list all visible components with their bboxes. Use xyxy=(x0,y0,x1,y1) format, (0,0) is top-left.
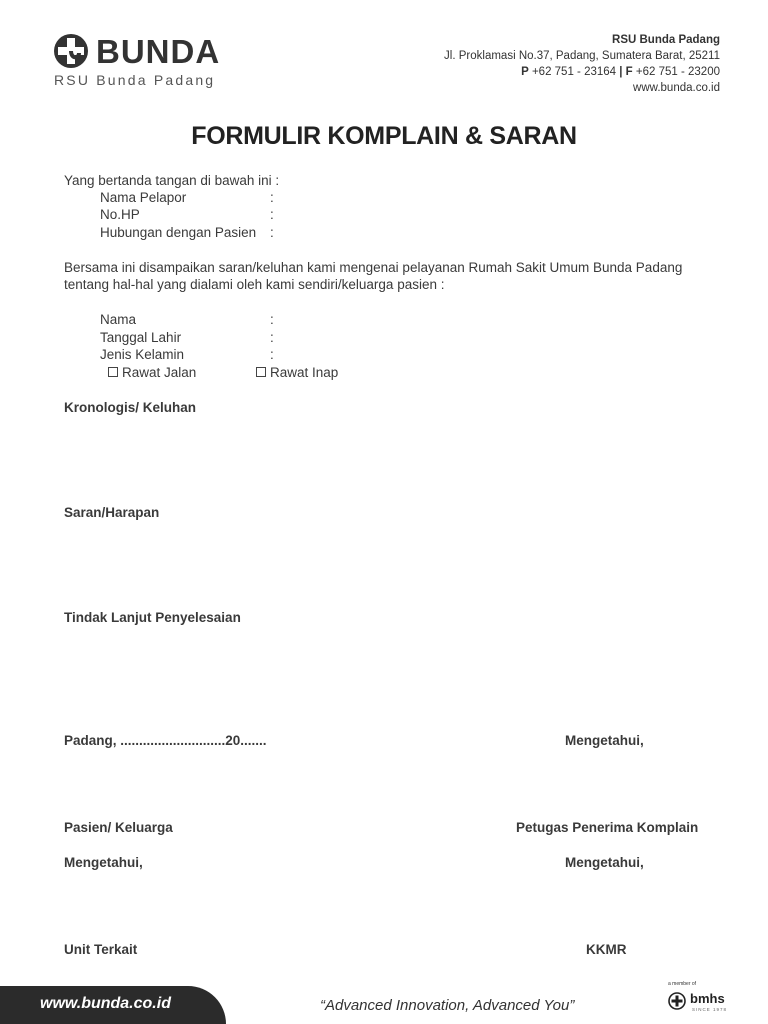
footer-tagline: “Advanced Innovation, Advanced You” xyxy=(320,997,575,1014)
field-gender xyxy=(100,346,300,364)
field-relationship xyxy=(100,224,300,242)
field-colon: : xyxy=(270,190,274,205)
section-suggestion: Saran/Harapan xyxy=(64,505,160,520)
logo-wordmark: BUNDA xyxy=(96,33,221,70)
acknowledged-left: Mengetahui, xyxy=(64,855,143,870)
hospital-logo xyxy=(52,30,252,92)
org-address: Jl. Proklamasi No.37, Padang, Sumatera Barat, 25211 xyxy=(444,50,720,62)
checkbox-inpatient[interactable] xyxy=(256,364,338,382)
org-phone-fax: P +62 751 - 23164 | F +62 751 - 23200 xyxy=(521,66,720,78)
hospital-contact xyxy=(444,32,720,96)
field-colon: : xyxy=(270,330,274,345)
field-colon: : xyxy=(270,225,274,240)
section-chronology: Kronologis/ Keluhan xyxy=(64,400,197,415)
bmhs-cross-icon xyxy=(668,992,686,1010)
field-label: Nama xyxy=(100,312,137,327)
fax-label: F xyxy=(625,66,633,78)
statement-line-2: tentang hal-hal yang dialami oleh kami sendiri/keluarga pasien : xyxy=(64,277,445,292)
signature-kkmr: KKMR xyxy=(586,942,627,957)
field-colon: : xyxy=(270,207,274,222)
acknowledged-right-2: Mengetahui, xyxy=(565,855,644,870)
fax-number: +62 751 - 23200 xyxy=(635,66,720,78)
acknowledged-right: Mengetahui, xyxy=(565,733,644,748)
place-date: Padang, ............................20....... xyxy=(64,733,267,748)
field-label: Jenis Kelamin xyxy=(100,347,185,362)
field-birth-date xyxy=(100,329,300,347)
checkbox-label: Rawat Inap xyxy=(270,365,339,380)
signature-related-unit: Unit Terkait xyxy=(64,942,138,957)
checkbox-box[interactable] xyxy=(108,367,118,377)
phone-number: +62 751 - 23164 xyxy=(531,66,617,78)
org-website: www.bunda.co.id xyxy=(633,82,720,94)
intro-text: Yang bertanda tangan di bawah ini : xyxy=(64,173,280,188)
form-title: FORMULIR KOMPLAIN & SARAN xyxy=(191,122,577,150)
field-reporter-name xyxy=(100,189,300,207)
phone-label: P xyxy=(521,66,529,78)
statement-line-1: Bersama ini disampaikan saran/keluhan kami mengenai pelayanan Rumah Sakit Umum Bunda Padang xyxy=(64,260,683,275)
field-patient-name xyxy=(100,311,300,329)
signature-patient-family: Pasien/ Keluarga xyxy=(64,820,173,835)
bmhs-since: SINCE 1978 xyxy=(692,1007,728,1012)
signature-complaint-officer: Petugas Penerima Komplain xyxy=(516,820,699,835)
member-label: a member of xyxy=(668,981,697,987)
logo-subtitle: RSU Bunda Padang xyxy=(54,72,216,88)
bunda-cross-icon xyxy=(52,32,90,70)
bmhs-logo xyxy=(668,991,730,1015)
checkbox-box[interactable] xyxy=(256,367,266,377)
checkbox-label: Rawat Jalan xyxy=(122,365,197,380)
field-colon: : xyxy=(270,347,274,362)
field-label: Hubungan dengan Pasien xyxy=(100,225,257,240)
field-label: Nama Pelapor xyxy=(100,190,187,205)
bmhs-wordmark: bmhs xyxy=(690,991,725,1006)
field-label: Tanggal Lahir xyxy=(100,330,182,345)
org-name: RSU Bunda Padang xyxy=(612,34,720,46)
field-colon: : xyxy=(270,312,274,327)
field-label: No.HP xyxy=(100,207,140,222)
checkbox-outpatient[interactable] xyxy=(108,364,196,382)
footer-website: www.bunda.co.id xyxy=(40,995,171,1012)
section-follow-up: Tindak Lanjut Penyelesaian xyxy=(64,610,241,625)
field-reporter-phone xyxy=(100,206,300,224)
